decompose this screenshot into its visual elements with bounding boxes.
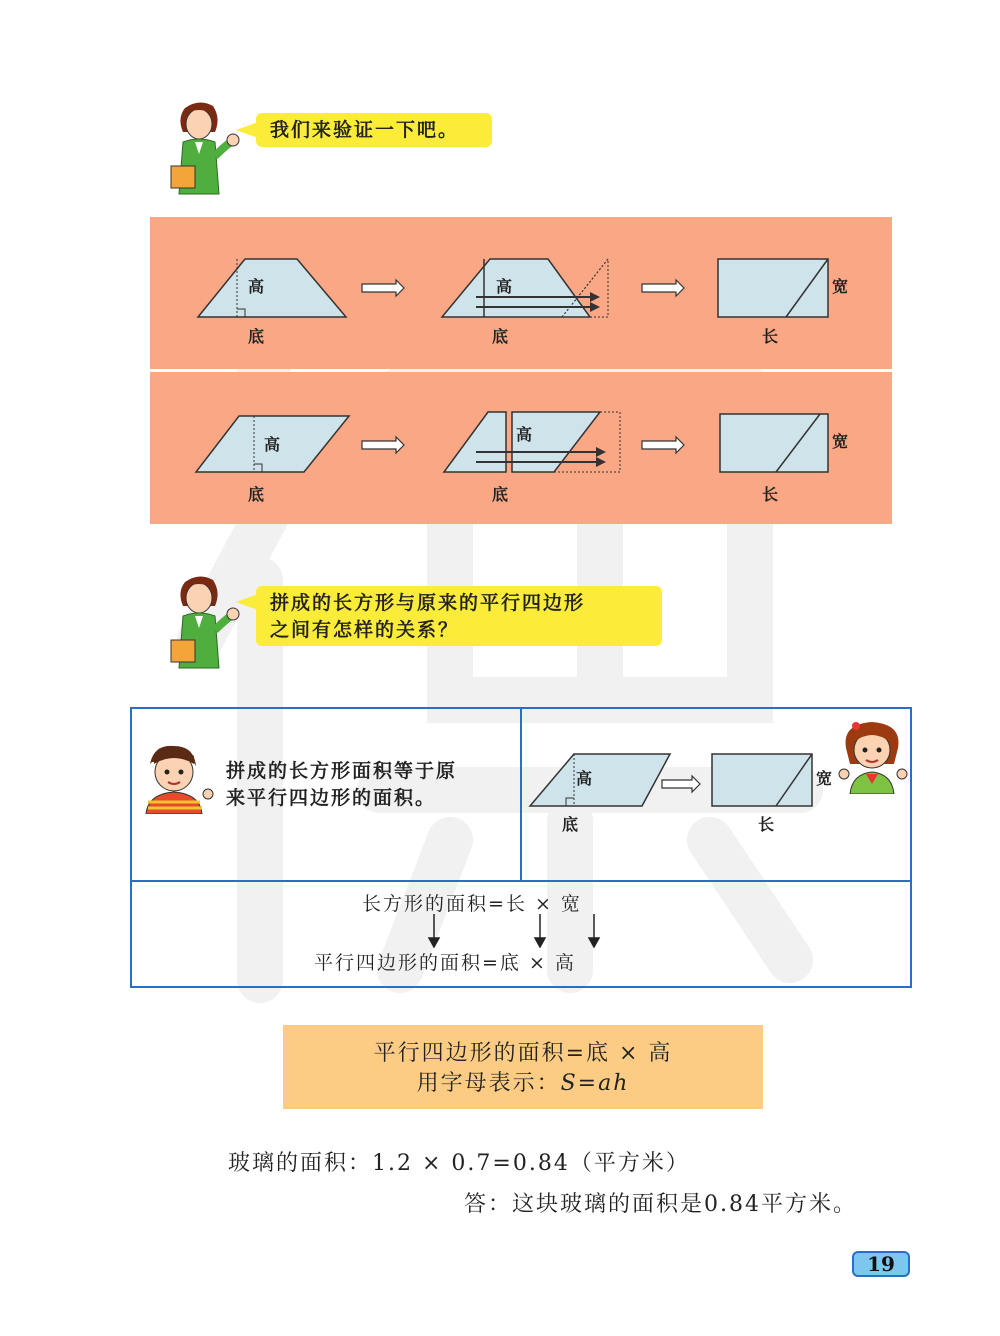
rule-line-1: 平行四边形的面积=底 × 高 xyxy=(373,1041,673,1066)
speech-bubble-question xyxy=(256,586,662,646)
parallelogram-area-formula: 平行四边形的面积=底 × 高 xyxy=(314,952,576,974)
rule-formula-letters: S=ah xyxy=(560,1071,630,1096)
rule-line-2-prefix: 用字母表示： xyxy=(416,1071,561,1096)
label-base: 底 xyxy=(562,815,579,834)
statement-line-2: 来平行四边形的面积。 xyxy=(226,787,437,809)
rectangle-area-formula: 长方形的面积=长 × 宽 xyxy=(362,893,582,915)
student-statement xyxy=(226,758,516,812)
boy-character xyxy=(140,742,215,814)
girl-character xyxy=(836,718,910,794)
diagram-panel-2 xyxy=(150,372,892,524)
label-base: 底 xyxy=(248,485,265,504)
label-height: 高 xyxy=(496,277,513,296)
teacher-character xyxy=(165,98,250,198)
glass-area-calculation: 玻璃的面积：1.2 × 0.7=0.84（平方米） xyxy=(228,1151,690,1176)
label-height: 高 xyxy=(248,277,265,296)
area-rule-box xyxy=(283,1025,763,1109)
question-line-1: 拼成的长方形与原来的平行四边形 xyxy=(270,592,586,614)
label-length: 长 xyxy=(762,485,779,504)
label-width: 宽 xyxy=(832,277,849,296)
label-width: 宽 xyxy=(816,769,833,788)
label-length: 长 xyxy=(762,327,779,346)
speech-bubble-tail xyxy=(236,122,258,138)
label-height: 高 xyxy=(264,435,281,454)
label-base: 底 xyxy=(492,485,509,504)
label-base: 底 xyxy=(248,327,265,346)
label-length: 长 xyxy=(758,815,775,834)
speech-bubble-verify: 我们来验证一下吧。 xyxy=(256,113,492,147)
question-line-2: 之间有怎样的关系？ xyxy=(270,619,460,641)
statement-line-1: 拼成的长方形面积等于原 xyxy=(226,760,458,782)
speech-bubble-tail xyxy=(236,594,258,610)
diagram-panel-1 xyxy=(150,217,892,369)
correspondence-arrows xyxy=(420,912,610,948)
rule-line-2 xyxy=(283,1069,763,1099)
label-width: 宽 xyxy=(832,432,849,451)
page-number: 19 xyxy=(852,1251,910,1277)
label-base: 底 xyxy=(492,327,509,346)
table-divider-horizontal xyxy=(130,880,912,882)
label-height: 高 xyxy=(576,769,593,788)
label-height: 高 xyxy=(516,425,533,444)
teacher-character xyxy=(165,572,250,672)
answer-sentence: 答：这块玻璃的面积是0.84平方米。 xyxy=(464,1192,857,1217)
